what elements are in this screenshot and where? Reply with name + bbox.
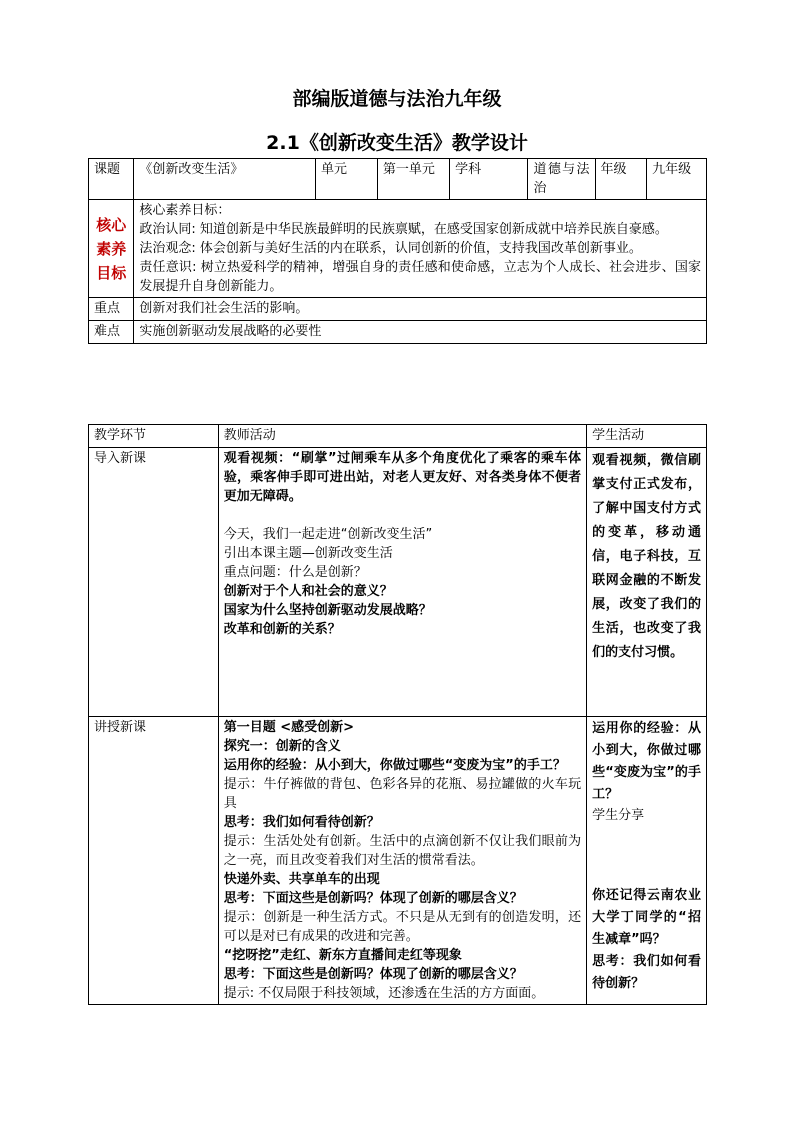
header-teacher: 教师活动 xyxy=(218,425,586,448)
key-point-value: 创新对我们社会生活的影响。 xyxy=(134,298,707,321)
intro-student: 观看视频，微信刷掌支付正式发布，了解中国支付方式的变革，移动通信，电子科技，互联网金融的不断发展，改变了我们的生活，也改变了我们的支付习惯。 xyxy=(587,448,707,717)
goal-law: 法治观念: 体会创新与美好生活的内在联系，认同创新的价值，支持我国改革创新事业。 xyxy=(139,241,642,256)
lecture-hint-3: 提示：创新是一种生活方式。不只是从无到有的创造发明，还可以是对已有成果的改进和完善。 xyxy=(223,910,582,944)
lecture-think-2: 思考：下面这些是创新吗？体现了创新的哪层含义？ xyxy=(223,891,523,906)
subject-value: 道德与法治 xyxy=(528,159,595,200)
goal-responsibility: 责任意识: 树立热爱科学的精神，增强自身的责任感和使命感，立志为个人成长、社会进步、国家发展提升自身创新能力。 xyxy=(139,260,701,294)
lecture-inquiry-one: 探究一：创新的含义 xyxy=(223,739,341,754)
intro-stage: 导入新课 xyxy=(89,448,219,717)
intro-question-meaning: 创新对于个人和社会的意义？ xyxy=(223,584,393,599)
student-remember: 你还记得云南农业大学丁同学的“招生减章”吗？ xyxy=(592,888,701,947)
plan-header-row xyxy=(89,425,707,448)
plan-row-intro xyxy=(89,448,707,717)
intro-video: 观看视频：“刷掌”过闸乘车从多个角度优化了乘客的乘车体验，乘客伸手即可进出站，对老人更友好、对各类身体不便者更加无障碍。 xyxy=(223,451,582,504)
info-row-goals xyxy=(89,200,707,298)
lecture-student xyxy=(587,717,707,1005)
lesson-label: 课题 xyxy=(89,159,134,200)
goals-content xyxy=(134,200,707,298)
lecture-stage: 讲授新课 xyxy=(89,717,219,1005)
header-student: 学生活动 xyxy=(587,425,707,448)
goals-label: 核心素养目标 xyxy=(89,200,134,298)
lecture-think-3: 思考：下面这些是创新吗？体现了创新的哪层含义？ xyxy=(223,967,523,982)
goals-heading: 核心素养日标： xyxy=(139,203,231,218)
lesson-value: 《创新改变生活》 xyxy=(134,159,316,200)
document-title: 部编版道德与法治九年级 xyxy=(292,88,502,110)
lecture-hint-1: 提示：牛仔裤做的背包、色彩各异的花瓶、易拉罐做的火车玩具 xyxy=(223,777,582,811)
info-row-difficulty xyxy=(89,321,707,344)
lecture-think-1: 思考：我们如何看待创新？ xyxy=(223,815,380,830)
student-share: 学生分享 xyxy=(592,808,645,823)
info-row-key-point xyxy=(89,298,707,321)
unit-label: 单元 xyxy=(315,159,377,200)
lecture-section-title: 第一目题 <感受创新> xyxy=(223,720,355,735)
unit-value: 第一单元 xyxy=(377,159,449,200)
intro-today: 今天，我们一起走进“创新改变生活” xyxy=(223,527,433,542)
difficulty-value: 实施创新驱动发展战略的必要性 xyxy=(134,321,707,344)
lecture-example-2: “挖呀挖”走红、新东方直播间走红等现象 xyxy=(223,948,462,963)
lecture-experience-question: 运用你的经验：从小到大，你做过哪些“变废为宝”的手工？ xyxy=(223,758,566,773)
intro-question-strategy: 国家为什么坚持创新驱动发展战略？ xyxy=(223,603,432,618)
lecture-example-1: 快递外卖、共享单车的出现 xyxy=(223,872,380,887)
student-think: 思考：我们如何看待创新？ xyxy=(592,954,701,991)
plan-row-lecture xyxy=(89,717,707,1005)
intro-topic: 引出本课主题—创新改变生活 xyxy=(223,546,393,561)
lecture-teacher xyxy=(218,717,586,1005)
intro-key-question: 重点问题：什么是创新？ xyxy=(223,565,367,580)
document-subtitle: 2.1《创新改变生活》教学设计 xyxy=(266,132,528,154)
plan-table xyxy=(88,424,707,1005)
difficulty-label: 难点 xyxy=(89,321,134,344)
student-experience: 运用你的经验：从小到大，你做过哪些“变废为宝”的手工？ xyxy=(592,721,701,802)
grade-value: 九年级 xyxy=(647,159,707,200)
intro-question-reform: 改革和创新的关系？ xyxy=(223,622,341,637)
lecture-hint-2: 提示：生活处处有创新。生活中的点滴创新不仅让我们眼前为之一亮，而且改变着我们对生活的惯常看法。 xyxy=(223,834,582,868)
grade-label: 年级 xyxy=(595,159,647,200)
intro-teacher xyxy=(218,448,586,717)
info-row-lesson xyxy=(89,159,707,200)
lecture-hint-4: 提示: 不仅局限于科技领域，还渗透在生活的方方面面。 xyxy=(223,986,545,1001)
goal-political: 政治认同: 知道创新是中华民族最鲜明的民族禀赋，在感受国家创新成就中培养民族自豪感。 xyxy=(139,222,668,237)
info-table xyxy=(88,158,707,344)
subject-label: 学科 xyxy=(450,159,528,200)
key-point-label: 重点 xyxy=(89,298,134,321)
header-stage: 教学环节 xyxy=(89,425,219,448)
